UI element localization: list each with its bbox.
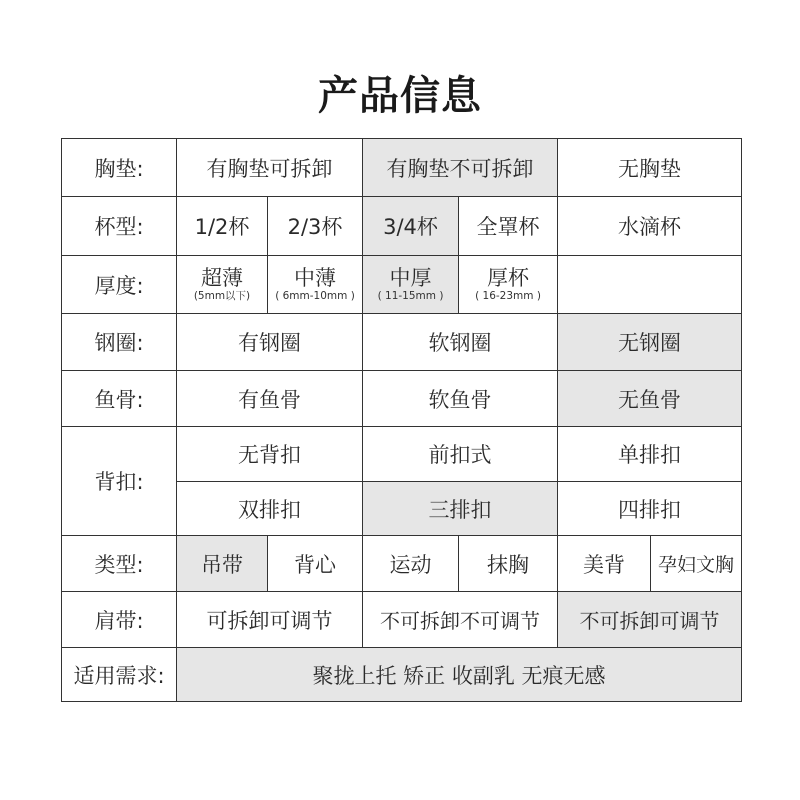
- option-clasp-double-row: 双排扣: [176, 481, 363, 536]
- option-type-vest: 背心: [267, 535, 363, 592]
- option-thickness-medium-thick: [362, 255, 459, 314]
- thickness-name: 厚杯: [487, 265, 529, 290]
- option-pad-none: 无胸垫: [557, 138, 742, 197]
- option-bone-none: 无鱼骨: [557, 370, 742, 427]
- option-type-maternity: 孕妇文胸: [650, 535, 742, 592]
- option-type-beauty-back: 美背: [557, 535, 651, 592]
- option-type-camisole: 吊带: [176, 535, 268, 592]
- row-label-type: 类型:: [61, 535, 177, 592]
- option-bone-soft: 软鱼骨: [362, 370, 558, 427]
- empty-cell: [557, 255, 742, 314]
- option-wire-soft: 软钢圈: [362, 313, 558, 371]
- option-wire-none: 无钢圈: [557, 313, 742, 371]
- option-cup-three-quarters: 3/4杯: [362, 196, 459, 256]
- option-cup-teardrop: 水滴杯: [557, 196, 742, 256]
- row-label-wire: 钢圈:: [61, 313, 177, 371]
- needs-value: 聚拢上托 矫正 收副乳 无痕无感: [176, 647, 742, 702]
- option-cup-full: 全罩杯: [458, 196, 558, 256]
- option-clasp-single-row: 单排扣: [557, 426, 742, 482]
- option-wire-with: 有钢圈: [176, 313, 363, 371]
- option-bone-with: 有鱼骨: [176, 370, 363, 427]
- option-type-tube: 抹胸: [458, 535, 558, 592]
- option-cup-half: 1/2杯: [176, 196, 268, 256]
- thickness-range: ( 16-23mm ): [475, 289, 541, 302]
- option-strap-fixed-nonadjustable: 不可拆卸不可调节: [362, 591, 558, 648]
- thickness-range: ( 11-15mm ): [377, 289, 444, 302]
- option-clasp-front: 前扣式: [362, 426, 558, 482]
- option-thickness-thick: [458, 255, 558, 314]
- option-thickness-ultra-thin: [176, 255, 268, 314]
- page-title: 产品信息: [318, 73, 482, 119]
- option-pad-fixed: 有胸垫不可拆卸: [362, 138, 558, 197]
- option-strap-removable-adjustable: 可拆卸可调节: [176, 591, 363, 648]
- row-label-needs: 适用需求:: [61, 647, 177, 702]
- row-label-bone: 鱼骨:: [61, 370, 177, 427]
- row-label-thickness: 厚度:: [61, 255, 177, 314]
- option-cup-two-thirds: 2/3杯: [267, 196, 363, 256]
- option-clasp-triple-row: 三排扣: [362, 481, 558, 536]
- option-pad-removable: 有胸垫可拆卸: [176, 138, 363, 197]
- option-strap-fixed-adjustable: 不可拆卸可调节: [557, 591, 742, 648]
- thickness-name: 中厚: [389, 265, 432, 290]
- option-clasp-quad-row: 四排扣: [557, 481, 742, 536]
- thickness-name: 中薄: [294, 265, 336, 290]
- row-label-pad: 胸垫:: [61, 138, 177, 197]
- thickness-name: 超薄: [201, 265, 243, 290]
- thickness-range: ( 6mm-10mm ): [275, 289, 355, 302]
- row-label-strap: 肩带:: [61, 591, 177, 648]
- option-type-sport: 运动: [362, 535, 459, 592]
- row-label-clasp: 背扣:: [61, 426, 177, 536]
- thickness-range: (5mm以下): [193, 289, 251, 302]
- row-label-cup: 杯型:: [61, 196, 177, 256]
- option-clasp-none: 无背扣: [176, 426, 363, 482]
- option-thickness-medium-thin: [267, 255, 363, 314]
